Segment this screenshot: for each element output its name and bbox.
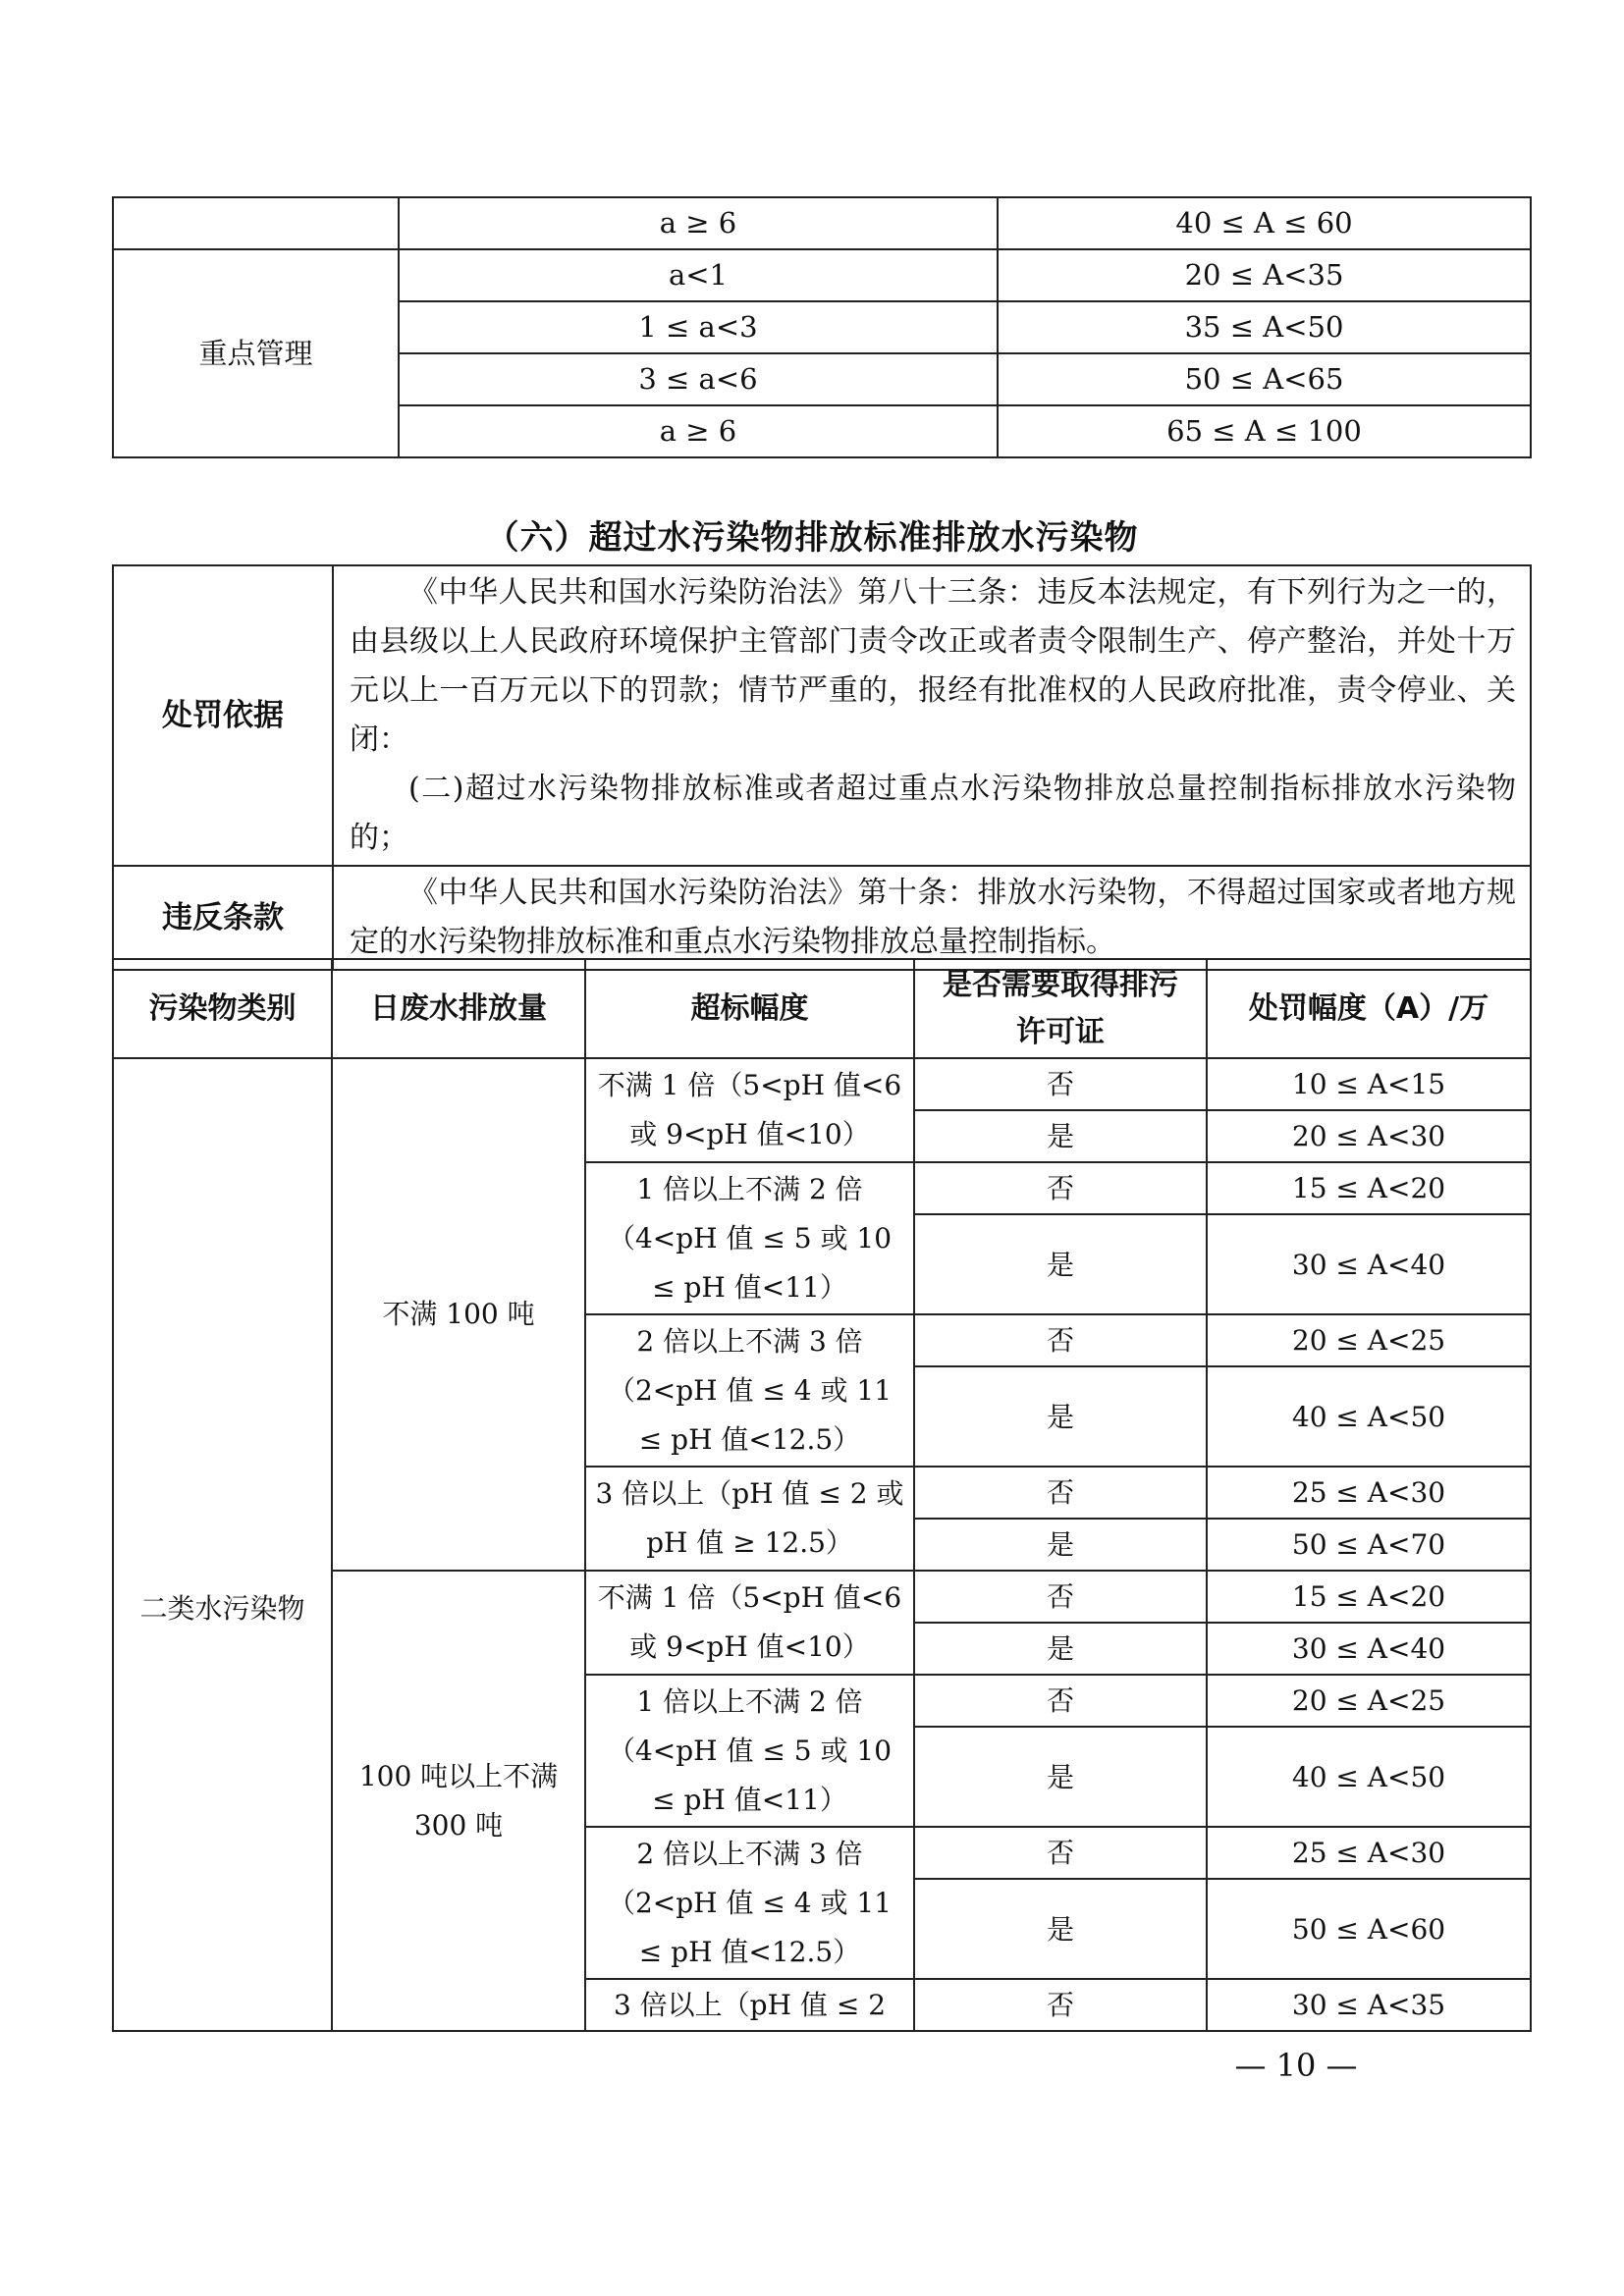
permit-cell: 否 (914, 1979, 1207, 2031)
discharge-cell: 100 吨以上不满 300 吨 (332, 1571, 585, 2031)
permit-cell: 否 (914, 1827, 1207, 1879)
penalty-scale-table (112, 958, 1532, 2032)
exceed-cell: 2 倍以上不满 3 倍（2<pH 值 ≤ 4 或 11 ≤ pH 值<12.5） (585, 1314, 914, 1467)
permit-cell: 否 (914, 1314, 1207, 1366)
violation-row (113, 866, 1531, 970)
penalty-cell: 20 ≤ A<25 (1207, 1675, 1531, 1727)
permit-cell: 是 (914, 1214, 1207, 1314)
header-exceed-range: 超标幅度 (585, 959, 914, 1058)
penalty-cell: 20 ≤ A<35 (998, 249, 1531, 301)
permit-cell: 是 (914, 1366, 1207, 1467)
condition-cell: 1 ≤ a<3 (399, 301, 998, 353)
penalty-cell: 50 ≤ A<60 (1207, 1879, 1531, 1979)
penalty-cell: 65 ≤ A ≤ 100 (998, 405, 1531, 457)
basis-row (113, 565, 1531, 866)
condition-cell: a ≥ 6 (399, 405, 998, 457)
header-penalty-range: 处罚幅度（A）/万 (1207, 959, 1531, 1058)
table-row (113, 1058, 1531, 1110)
basis-paragraph-1: 《中华人民共和国水污染防治法》第八十三条：违反本法规定，有下列行为之一的，由县级以上人民政府环境保护主管部门责令改正或者责令限制生产、停产整治，并处十万元以上一百万元以下的罚款；情节严重的，报经有批准权的人民政府批准，责令停业、关闭： (350, 575, 1516, 757)
permit-cell: 否 (914, 1058, 1207, 1110)
exceed-cell: 2 倍以上不满 3 倍（2<pH 值 ≤ 4 或 11 ≤ pH 值<12.5） (585, 1827, 914, 1979)
condition-cell: a<1 (399, 249, 998, 301)
penalty-cell: 30 ≤ A<40 (1207, 1214, 1531, 1314)
penalty-cell: 50 ≤ A<70 (1207, 1519, 1531, 1571)
exceed-cell: 3 倍以上（pH 值 ≤ 2 或 pH 值 ≥ 12.5） (585, 1467, 914, 1571)
header-row (113, 959, 1531, 1058)
violation-text (333, 866, 1531, 970)
table-row (113, 249, 1531, 301)
penalty-cell: 20 ≤ A<25 (1207, 1314, 1531, 1366)
header-permit-required: 是否需要取得排污许可证 (914, 959, 1207, 1058)
pollutant-category-cell: 二类水污染物 (113, 1058, 332, 2031)
header-daily-discharge: 日废水排放量 (332, 959, 585, 1058)
exceed-cell: 1 倍以上不满 2 倍（4<pH 值 ≤ 5 或 10 ≤ pH 值<11） (585, 1162, 914, 1314)
discharge-cell: 不满 100 吨 (332, 1058, 585, 1571)
penalty-cell: 15 ≤ A<20 (1207, 1571, 1531, 1623)
category-cell (113, 197, 399, 249)
exceed-cell: 1 倍以上不满 2 倍（4<pH 值 ≤ 5 或 10 ≤ pH 值<11） (585, 1675, 914, 1827)
basis-paragraph-2: (二)超过水污染物排放标准或者超过重点水污染物排放总量控制指标排放水污染物的； (350, 772, 1516, 855)
permit-cell: 否 (914, 1162, 1207, 1214)
condition-cell: a ≥ 6 (399, 197, 998, 249)
penalty-cell: 40 ≤ A ≤ 60 (998, 197, 1531, 249)
penalty-cell: 35 ≤ A<50 (998, 301, 1531, 353)
penalty-cell: 30 ≤ A<35 (1207, 1979, 1531, 2031)
penalty-cell: 40 ≤ A<50 (1207, 1366, 1531, 1467)
penalty-cell: 25 ≤ A<30 (1207, 1467, 1531, 1519)
section-title: （六）超过水污染物排放标准排放水污染物 (485, 518, 1139, 558)
category-cell: 重点管理 (113, 249, 399, 457)
exceed-cell: 3 倍以上（pH 值 ≤ 2 (585, 1979, 914, 2031)
permit-cell: 是 (914, 1110, 1207, 1162)
violation-paragraph: 《中华人民共和国水污染防治法》第十条：排放水污染物，不得超过国家或者地方规定的水污染物排放标准和重点水污染物排放总量控制指标。 (350, 876, 1516, 959)
header-pollutant-category: 污染物类别 (113, 959, 332, 1058)
permit-cell: 否 (914, 1467, 1207, 1519)
exceed-cell: 不满 1 倍（5<pH 值<6 或 9<pH 值<10） (585, 1058, 914, 1162)
law-basis-table (112, 564, 1532, 971)
permit-cell: 否 (914, 1571, 1207, 1623)
condition-cell: 3 ≤ a<6 (399, 353, 998, 405)
penalty-cell: 30 ≤ A<40 (1207, 1623, 1531, 1675)
penalty-cell: 10 ≤ A<15 (1207, 1058, 1531, 1110)
penalty-cell: 15 ≤ A<20 (1207, 1162, 1531, 1214)
permit-cell: 是 (914, 1727, 1207, 1827)
table-row (113, 197, 1531, 249)
permit-cell: 是 (914, 1623, 1207, 1675)
page-number: — 10 — (1234, 2047, 1358, 2084)
permit-cell: 否 (914, 1675, 1207, 1727)
permit-cell: 是 (914, 1879, 1207, 1979)
penalty-cell: 25 ≤ A<30 (1207, 1827, 1531, 1879)
basis-label: 处罚依据 (113, 565, 333, 866)
penalty-cell: 20 ≤ A<30 (1207, 1110, 1531, 1162)
penalty-tier-table-continued (112, 196, 1532, 458)
penalty-cell: 50 ≤ A<65 (998, 353, 1531, 405)
violation-label: 违反条款 (113, 866, 333, 970)
permit-cell: 是 (914, 1519, 1207, 1571)
basis-text (333, 565, 1531, 866)
exceed-cell: 不满 1 倍（5<pH 值<6 或 9<pH 值<10） (585, 1571, 914, 1675)
penalty-cell: 40 ≤ A<50 (1207, 1727, 1531, 1827)
